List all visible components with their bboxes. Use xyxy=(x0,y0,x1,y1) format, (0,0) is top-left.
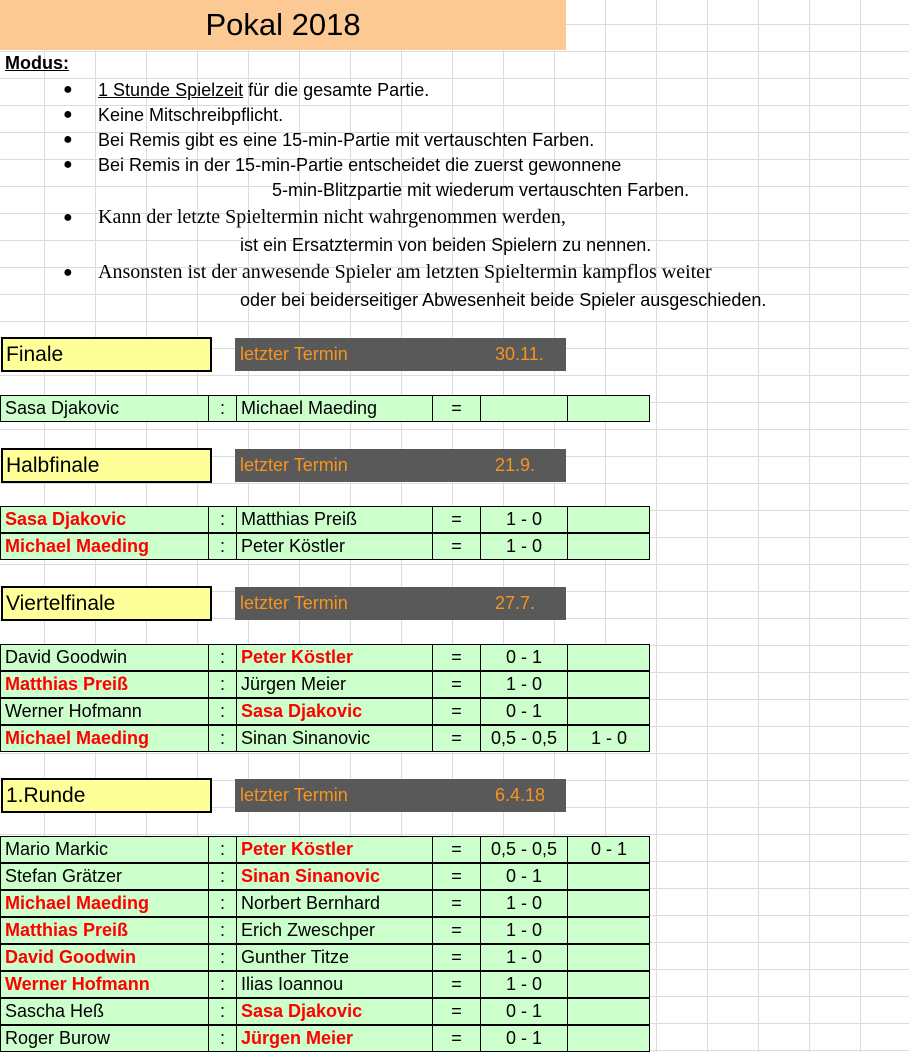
rule-2: Keine Mitschreibpflicht. xyxy=(98,105,284,125)
tiebreak-result xyxy=(567,672,650,697)
equals-sign: = xyxy=(432,891,480,916)
equals-sign: = xyxy=(432,999,480,1024)
match-result: 0 - 1 xyxy=(480,1026,567,1051)
match-row xyxy=(0,533,650,560)
equals-sign: = xyxy=(432,396,480,421)
deadline-bar xyxy=(235,587,566,620)
deadline-label: letzter Termin xyxy=(240,593,348,613)
tiebreak-result: 0 - 1 xyxy=(567,837,650,862)
match-row xyxy=(0,506,650,533)
rule-1-underlined: 1 Stunde Spielzeit xyxy=(98,80,244,100)
separator: : xyxy=(208,645,236,670)
tiebreak-result: 1 - 0 xyxy=(567,726,650,751)
player-2: Peter Köstler xyxy=(236,645,433,670)
match-result xyxy=(480,396,567,421)
equals-sign: = xyxy=(432,918,480,943)
tiebreak-result xyxy=(567,891,650,916)
equals-sign: = xyxy=(432,726,480,751)
equals-sign: = xyxy=(432,534,480,559)
match-row xyxy=(0,644,650,671)
match-row xyxy=(0,917,650,944)
tiebreak-result xyxy=(567,645,650,670)
player-2: Jürgen Meier xyxy=(236,672,433,697)
match-row xyxy=(0,863,650,890)
equals-sign: = xyxy=(432,672,480,697)
match-result: 0 - 1 xyxy=(480,699,567,724)
player-1: Matthias Preiß xyxy=(5,674,129,694)
player-2: Sinan Sinanovic xyxy=(236,726,433,751)
player-1: Werner Hofmann xyxy=(5,701,142,721)
rule-1 xyxy=(98,79,429,101)
deadline-bar xyxy=(235,338,566,371)
player-2: Matthias Preiß xyxy=(236,507,433,532)
player-1: David Goodwin xyxy=(5,947,137,967)
tiebreak-result xyxy=(567,396,650,421)
tiebreak-result xyxy=(567,699,650,724)
rule-4b: 5-min-Blitzpartie mit wiederum vertauschten Farben. xyxy=(272,180,690,200)
match-row xyxy=(0,836,650,863)
separator: : xyxy=(208,726,236,751)
equals-sign: = xyxy=(432,864,480,889)
match-result: 1 - 0 xyxy=(480,972,567,997)
tiebreak-result xyxy=(567,534,650,559)
equals-sign: = xyxy=(432,1026,480,1051)
match-result: 1 - 0 xyxy=(480,672,567,697)
deadline-bar xyxy=(235,449,566,482)
deadline-date: 21.9. xyxy=(495,455,536,475)
player-2: Sinan Sinanovic xyxy=(236,864,433,889)
player-2: Peter Köstler xyxy=(236,837,433,862)
deadline-date: 27.7. xyxy=(495,593,536,613)
player-1: Mario Markic xyxy=(5,839,109,859)
player-2: Jürgen Meier xyxy=(236,1026,433,1051)
match-result: 1 - 0 xyxy=(480,945,567,970)
separator: : xyxy=(208,864,236,889)
player-1: Sasa Djakovic xyxy=(5,398,120,418)
separator: : xyxy=(208,891,236,916)
deadline-label: letzter Termin xyxy=(240,344,348,364)
match-row xyxy=(0,944,650,971)
player-2: Erich Zweschper xyxy=(236,918,433,943)
equals-sign: = xyxy=(432,945,480,970)
match-result: 0 - 1 xyxy=(480,645,567,670)
match-result: 1 - 0 xyxy=(480,507,567,532)
player-2: Sasa Djakovic xyxy=(236,699,433,724)
equals-sign: = xyxy=(432,972,480,997)
player-2: Peter Köstler xyxy=(236,534,433,559)
rule-1-rest: für die gesamte Partie. xyxy=(243,80,430,100)
page-title: Pokal 2018 xyxy=(0,0,566,50)
separator: : xyxy=(208,699,236,724)
match-row xyxy=(0,890,650,917)
player-1: Sascha Heß xyxy=(5,1001,105,1021)
equals-sign: = xyxy=(432,837,480,862)
tiebreak-result xyxy=(567,972,650,997)
tiebreak-result xyxy=(567,918,650,943)
match-row xyxy=(0,698,650,725)
player-1: Roger Burow xyxy=(5,1028,111,1048)
player-1: Matthias Preiß xyxy=(5,920,129,940)
match-result: 0,5 - 0,5 xyxy=(480,837,567,862)
deadline-label: letzter Termin xyxy=(240,785,348,805)
bullet-icon: ● xyxy=(63,209,73,226)
equals-sign: = xyxy=(432,507,480,532)
deadline-label: letzter Termin xyxy=(240,455,348,475)
player-1: Sasa Djakovic xyxy=(5,509,127,529)
equals-sign: = xyxy=(432,645,480,670)
separator: : xyxy=(208,672,236,697)
modus-label: Modus: xyxy=(5,53,69,73)
section-label: Finale xyxy=(1,337,212,372)
player-1: Werner Hofmann xyxy=(5,974,150,994)
bullet-icon: ● xyxy=(63,156,73,173)
separator: : xyxy=(208,999,236,1024)
player-2: Norbert Bernhard xyxy=(236,891,433,916)
match-result: 0 - 1 xyxy=(480,999,567,1024)
match-result: 0 - 1 xyxy=(480,864,567,889)
player-2: Gunther Titze xyxy=(236,945,433,970)
match-row xyxy=(0,971,650,998)
separator: : xyxy=(208,972,236,997)
bullet-icon: ● xyxy=(63,106,73,123)
tiebreak-result xyxy=(567,864,650,889)
deadline-date: 30.11. xyxy=(495,344,544,364)
bullet-icon: ● xyxy=(63,81,73,98)
player-2: Sasa Djakovic xyxy=(236,999,433,1024)
rule-6a: Ansonsten ist der anwesende Spieler am letzten Spieltermin kampflos weiter xyxy=(98,261,712,283)
player-2: Michael Maeding xyxy=(236,396,433,421)
player-2: Ilias Ioannou xyxy=(236,972,433,997)
deadline-date: 6.4.18 xyxy=(495,785,546,805)
separator: : xyxy=(208,507,236,532)
bullet-icon: ● xyxy=(63,264,73,281)
section-label: Halbfinale xyxy=(1,448,212,483)
separator: : xyxy=(208,945,236,970)
deadline-bar xyxy=(235,779,566,812)
rule-6b: oder bei beiderseitiger Abwesenheit beide Spieler ausgeschieden. xyxy=(240,290,767,310)
player-1: Michael Maeding xyxy=(5,536,150,556)
tiebreak-result xyxy=(567,945,650,970)
section-label: 1.Runde xyxy=(1,778,212,813)
equals-sign: = xyxy=(432,699,480,724)
tiebreak-result xyxy=(567,999,650,1024)
tiebreak-result xyxy=(567,1026,650,1051)
match-result: 0,5 - 0,5 xyxy=(480,726,567,751)
match-result: 1 - 0 xyxy=(480,534,567,559)
separator: : xyxy=(208,534,236,559)
match-result: 1 - 0 xyxy=(480,891,567,916)
bullet-icon: ● xyxy=(63,131,73,148)
match-result: 1 - 0 xyxy=(480,918,567,943)
tiebreak-result xyxy=(567,507,650,532)
match-row xyxy=(0,395,650,422)
rule-4a: Bei Remis in der 15-min-Partie entscheidet die zuerst gewonnene xyxy=(98,155,622,175)
rule-5b: ist ein Ersatztermin von beiden Spielern zu nennen. xyxy=(240,235,652,255)
player-1: David Goodwin xyxy=(5,647,128,667)
rule-5a: Kann der letzte Spieltermin nicht wahrgenommen werden, xyxy=(98,206,566,228)
rule-3: Bei Remis gibt es eine 15-min-Partie mit vertauschten Farben. xyxy=(98,130,595,150)
match-row xyxy=(0,1025,650,1052)
separator: : xyxy=(208,918,236,943)
player-1: Stefan Grätzer xyxy=(5,866,123,886)
player-1: Michael Maeding xyxy=(5,728,150,748)
match-row xyxy=(0,671,650,698)
match-row xyxy=(0,725,650,752)
match-row xyxy=(0,998,650,1025)
separator: : xyxy=(208,1026,236,1051)
separator: : xyxy=(208,396,236,421)
player-1: Michael Maeding xyxy=(5,893,150,913)
section-label: Viertelfinale xyxy=(1,586,212,621)
separator: : xyxy=(208,837,236,862)
